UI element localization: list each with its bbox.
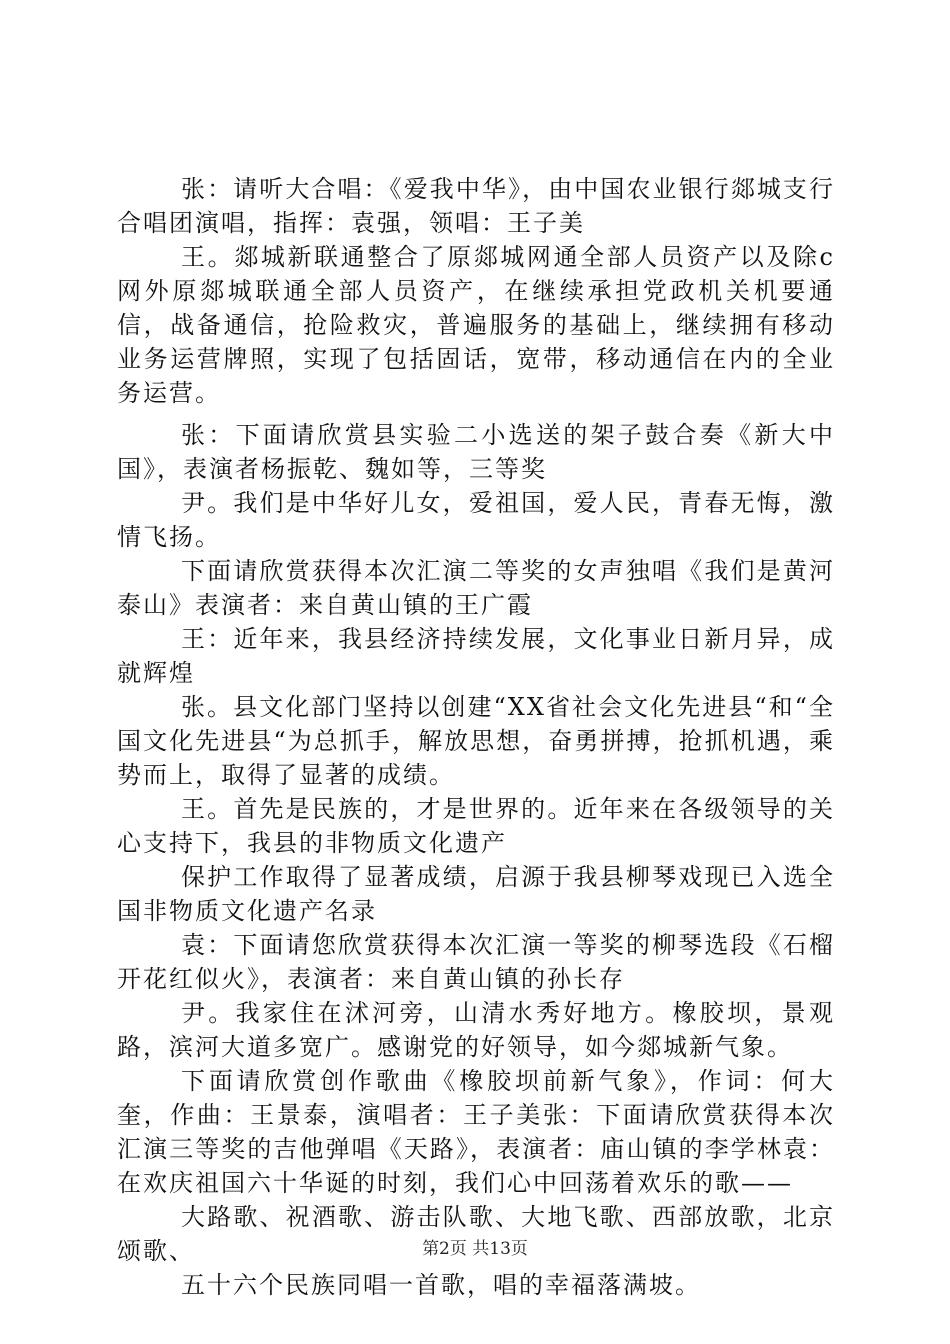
paragraph-10: 袁：下面请您欣赏获得本次汇演一等奖的柳琴选段《石榴开花红似火》，表演者：来自黄山镇的孙长存 bbox=[117, 931, 835, 993]
paragraph-13: 大路歌、祝酒歌、游击队歌、大地飞歌、西部放歌，北京颂歌、 bbox=[117, 1203, 835, 1265]
paragraph-14: 五十六个民族同唱一首歌，唱的幸福落满坡。 bbox=[181, 1271, 701, 1299]
paragraph-11: 尹。我家住在沭河旁，山清水秀好地方。橡胶坝，景观路，滨河大道多宽广。感谢党的好领导，如今郯城新气象。 bbox=[117, 999, 835, 1061]
paragraph-2: 王。郯城新联通整合了原郯城网通全部人员资产以及除c网外原郯城联通全部人员资产，在继续承担党政机关机要通信，战备通信，抢险救灾，普遍服务的基础上，继续拥有移动业务运营牌照，实现了包括固话，宽带，移动通信在内的全业务运营。 bbox=[117, 243, 835, 407]
page-footer bbox=[0, 1238, 950, 1260]
paragraph-6: 王：近年来，我县经济持续发展，文化事业日新月异，成就辉煌 bbox=[117, 625, 835, 687]
paragraph-1: 张：请听大合唱：《爱我中华》，由中国农业银行郯城支行合唱团演唱，指挥：袁强，领唱：王子美 bbox=[117, 175, 835, 237]
paragraph-5: 下面请欣赏获得本次汇演二等奖的女声独唱《我们是黄河泰山》表演者：来自黄山镇的王广霞 bbox=[117, 557, 835, 619]
paragraph-8: 王。首先是民族的，才是世界的。近年来在各级领导的关心支持下，我县的非物质文化遗产 bbox=[117, 795, 835, 857]
paragraph-9: 保护工作取得了显著成绩，启源于我县柳琴戏现已入选全国非物质文化遗产名录 bbox=[117, 863, 835, 925]
document-body bbox=[117, 172, 835, 1302]
paragraph-7: 张。县文化部门坚持以创建“XX省社会文化先进县“和“全国文化先进县“为总抓手，解放思想，奋勇拼搏，抢抓机遇，乘势而上，取得了显著的成绩。 bbox=[117, 693, 835, 789]
page-number-label: 第2页 共13页 bbox=[422, 1239, 528, 1259]
paragraph-3: 张：下面请欣赏县实验二小选送的架子鼓合奏《新大中国》，表演者杨振乾、魏如等，三等奖 bbox=[117, 421, 835, 483]
paragraph-12: 下面请欣赏创作歌曲《橡胶坝前新气象》，作词：何大奎，作曲：王景泰，演唱者：王子美张：下面请欣赏获得本次汇演三等奖的吉他弹唱《天路》，表演者：庙山镇的李学林袁：在欢庆祖国六十华诞的时刻，我们心中回荡着欢乐的歌—— bbox=[117, 1067, 835, 1197]
paragraph-4: 尹。我们是中华好儿女，爱祖国，爱人民，青春无悔，激情飞扬。 bbox=[117, 489, 835, 551]
